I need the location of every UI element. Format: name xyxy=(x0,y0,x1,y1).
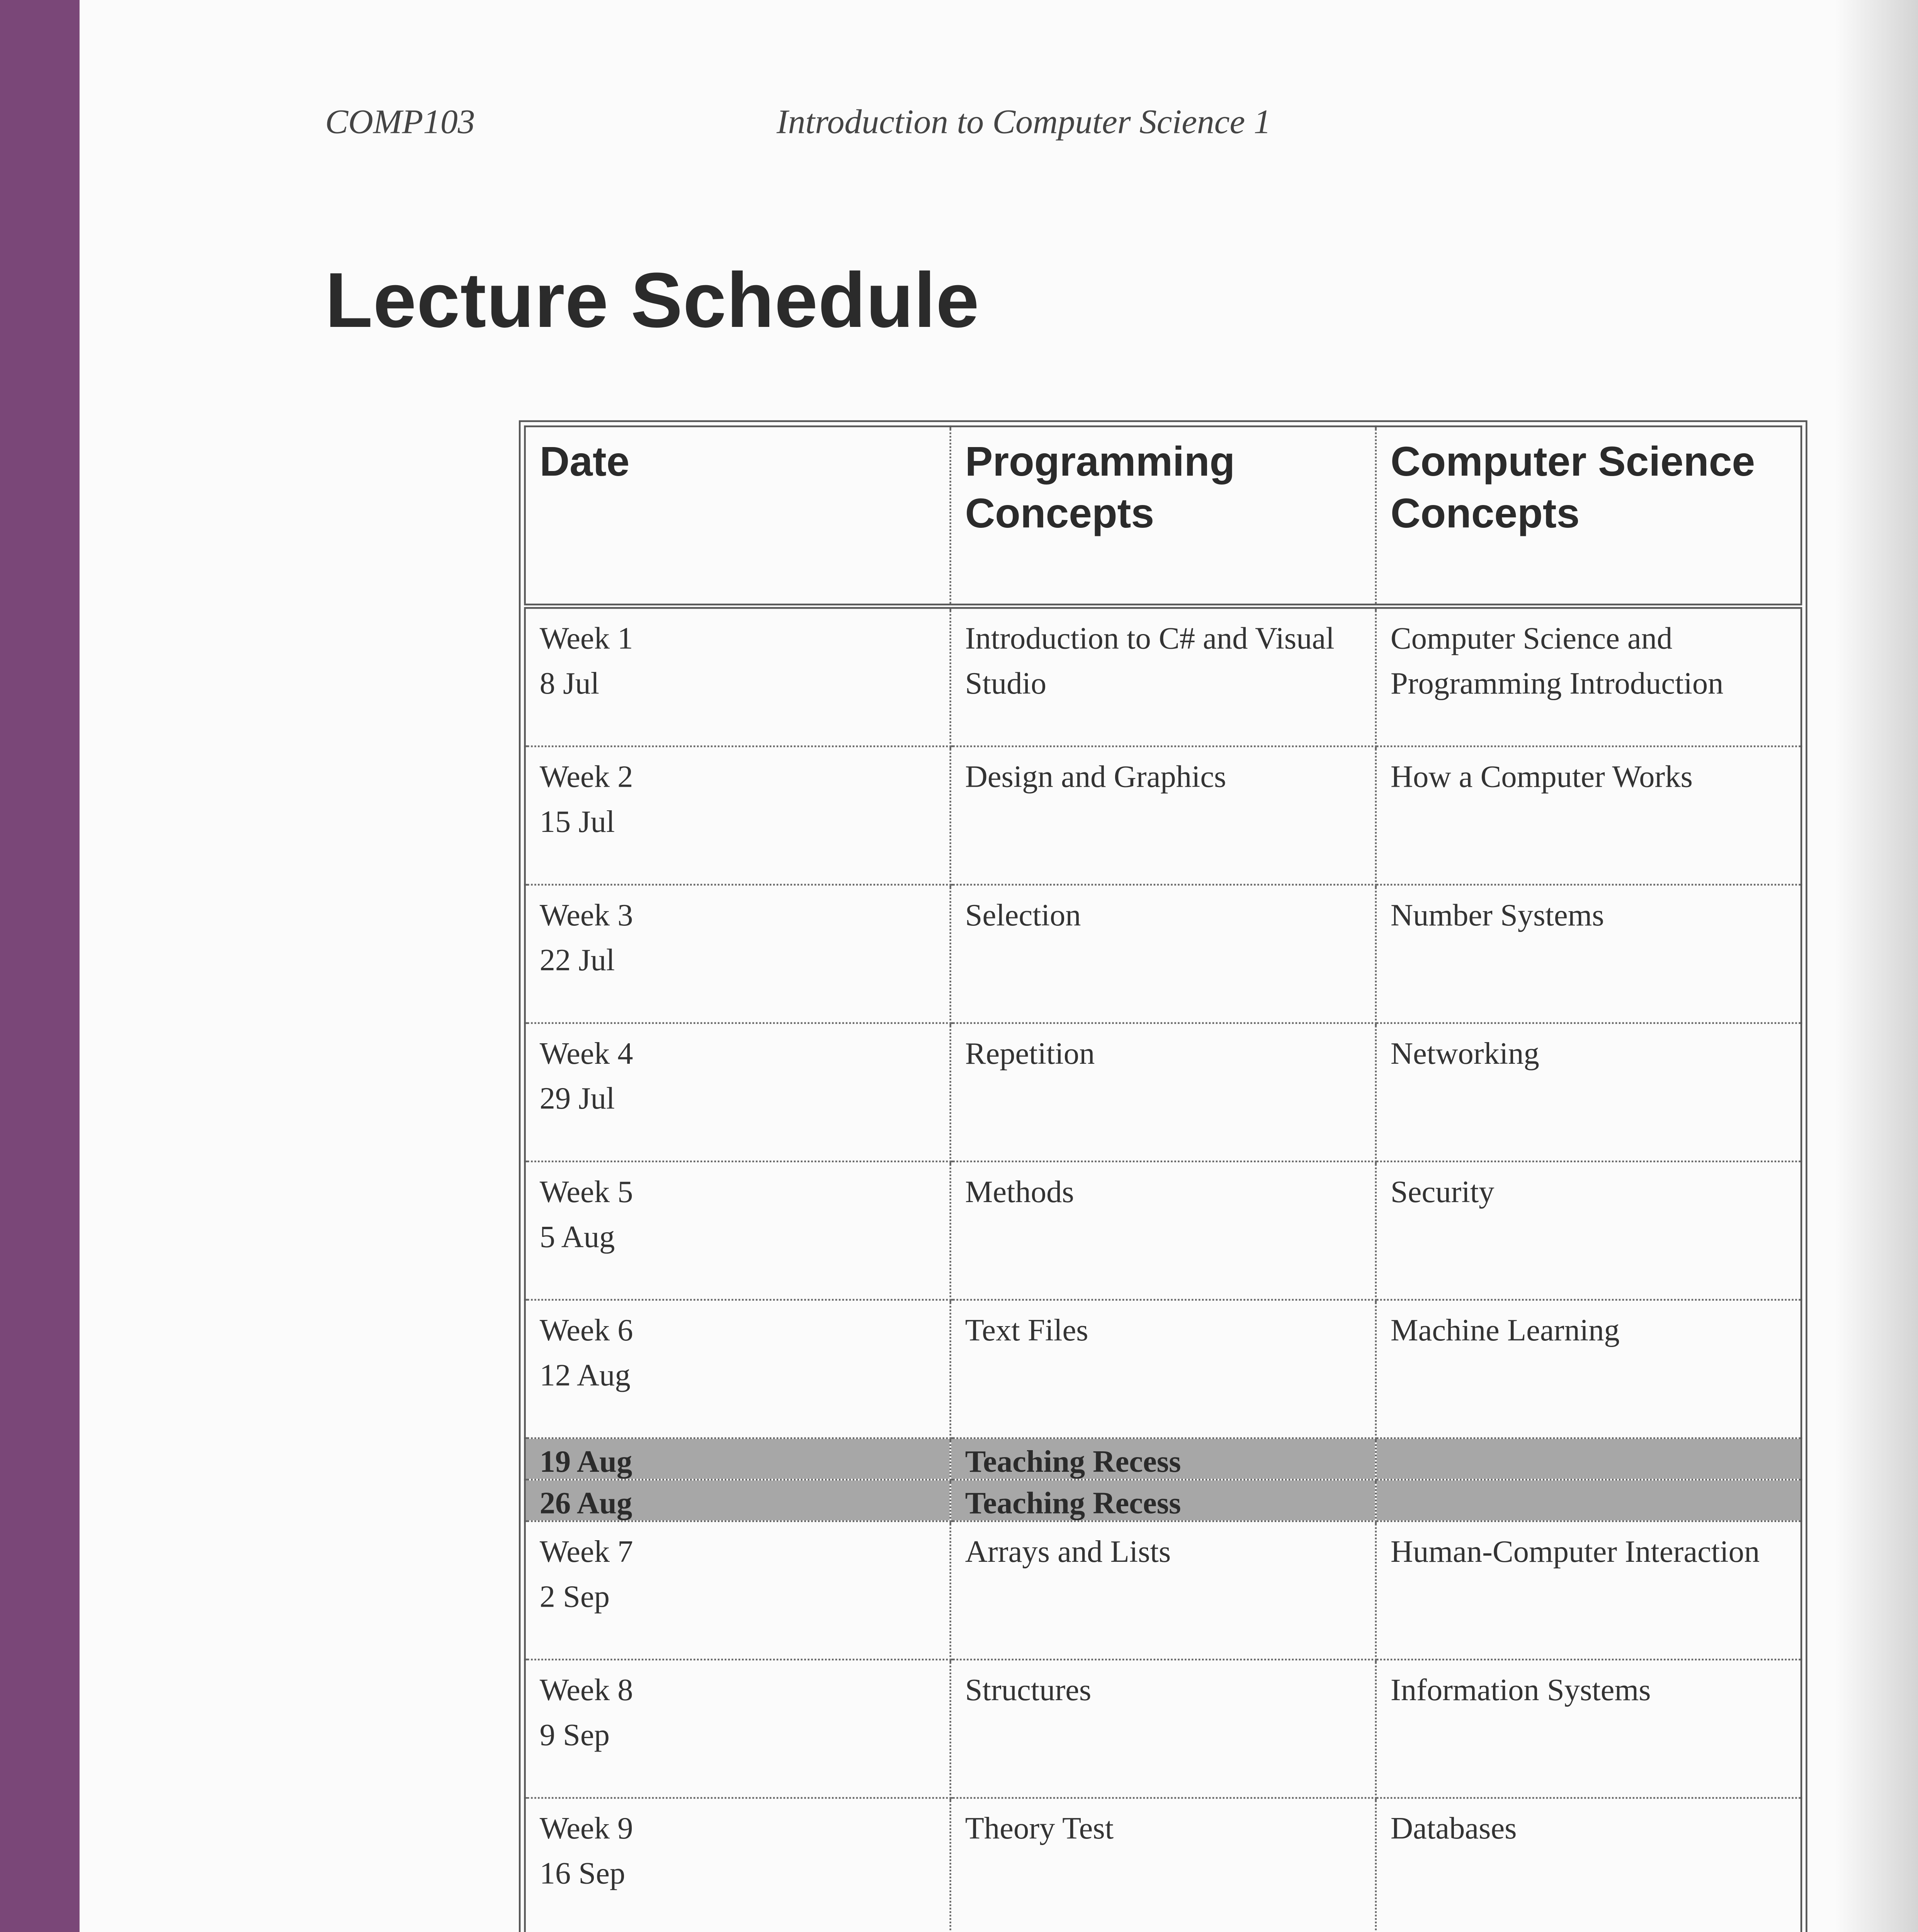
date-label: 2 Sep xyxy=(539,1580,610,1615)
programming-concept-cell: Teaching Recess xyxy=(950,1480,1376,1522)
programming-concept-cell: Repetition xyxy=(950,1023,1376,1161)
cs-concept-cell: Security xyxy=(1376,1161,1801,1299)
running-header-course-title: Introduction to Computer Science 1 xyxy=(776,104,1271,142)
cs-concept-cell: Machine Learning xyxy=(1376,1299,1801,1438)
week-label: Week 4 xyxy=(539,1036,633,1071)
date-cell: 26 Aug xyxy=(525,1480,950,1522)
programming-concept-cell: Design and Graphics xyxy=(950,746,1376,884)
programming-concept-cell: Methods xyxy=(950,1161,1376,1299)
cs-concept-cell: Human-Computer Interaction xyxy=(1376,1522,1801,1660)
date-cell xyxy=(525,1522,950,1660)
date-cell xyxy=(525,884,950,1023)
cs-concept-cell: Number Systems xyxy=(1376,884,1801,1023)
week-label: Week 8 xyxy=(539,1673,633,1708)
cs-concept-cell: Networking xyxy=(1376,1023,1801,1161)
programming-concept-cell: Introduction to C# and Visual Studio xyxy=(950,606,1376,747)
date-cell xyxy=(525,1023,950,1161)
week-label: Week 9 xyxy=(539,1811,633,1846)
programming-concept-cell: Text Files xyxy=(950,1299,1376,1438)
table-row xyxy=(525,746,1801,884)
page-title: Lecture Schedule xyxy=(325,256,979,344)
cs-concept-cell xyxy=(1376,1480,1801,1522)
week-label: Week 6 xyxy=(539,1312,633,1347)
week-label: Week 3 xyxy=(539,897,633,932)
table-row xyxy=(525,1799,1801,1932)
table-row xyxy=(525,884,1801,1023)
table-row xyxy=(525,1299,1801,1438)
table-body xyxy=(525,606,1801,1932)
column-header-cs-concepts: Computer Science Concepts xyxy=(1376,426,1801,606)
date-label: 15 Jul xyxy=(539,804,615,839)
date-label: 12 Aug xyxy=(539,1357,631,1392)
table-header-row xyxy=(525,426,1801,606)
date-label: 29 Jul xyxy=(539,1081,615,1116)
column-header-programming-concepts: Programming Concepts xyxy=(950,426,1376,606)
week-label: Week 2 xyxy=(539,759,633,794)
date-cell xyxy=(525,1660,950,1799)
cs-concept-cell: Computer Science and Programming Introduction xyxy=(1376,606,1801,747)
programming-concept-cell: Teaching Recess xyxy=(950,1438,1376,1480)
lecture-schedule-table-frame xyxy=(519,420,1807,1932)
date-cell: 19 Aug xyxy=(525,1438,950,1480)
date-label: 9 Sep xyxy=(539,1718,610,1753)
column-header-date: Date xyxy=(525,426,950,606)
programming-concept-cell: Structures xyxy=(950,1660,1376,1799)
date-cell xyxy=(525,1799,950,1932)
date-label: 8 Jul xyxy=(539,666,600,701)
cs-concept-cell xyxy=(1376,1438,1801,1480)
date-cell xyxy=(525,746,950,884)
date-label: 16 Sep xyxy=(539,1856,626,1891)
binding-spine xyxy=(0,0,80,1932)
lecture-schedule-table xyxy=(524,425,1802,1932)
table-row xyxy=(525,1161,1801,1299)
page-edge-shadow xyxy=(1835,0,1918,1932)
table-row xyxy=(525,606,1801,747)
week-label: Week 1 xyxy=(539,621,633,656)
cs-concept-cell: Databases xyxy=(1376,1799,1801,1932)
table-row-recess xyxy=(525,1438,1801,1480)
cs-concept-cell: How a Computer Works xyxy=(1376,746,1801,884)
cs-concept-cell: Information Systems xyxy=(1376,1660,1801,1799)
date-cell xyxy=(525,606,950,747)
programming-concept-cell: Arrays and Lists xyxy=(950,1522,1376,1660)
date-cell xyxy=(525,1299,950,1438)
table-row xyxy=(525,1522,1801,1660)
running-header-course-code: COMP103 xyxy=(325,104,475,142)
table-row xyxy=(525,1660,1801,1799)
table-row-recess xyxy=(525,1480,1801,1522)
table-row xyxy=(525,1023,1801,1161)
week-label: Week 5 xyxy=(539,1174,633,1209)
week-label: Week 7 xyxy=(539,1535,633,1570)
programming-concept-cell: Theory Test xyxy=(950,1799,1376,1932)
programming-concept-cell: Selection xyxy=(950,884,1376,1023)
date-label: 22 Jul xyxy=(539,942,615,977)
date-cell xyxy=(525,1161,950,1299)
date-label: 5 Aug xyxy=(539,1219,615,1254)
